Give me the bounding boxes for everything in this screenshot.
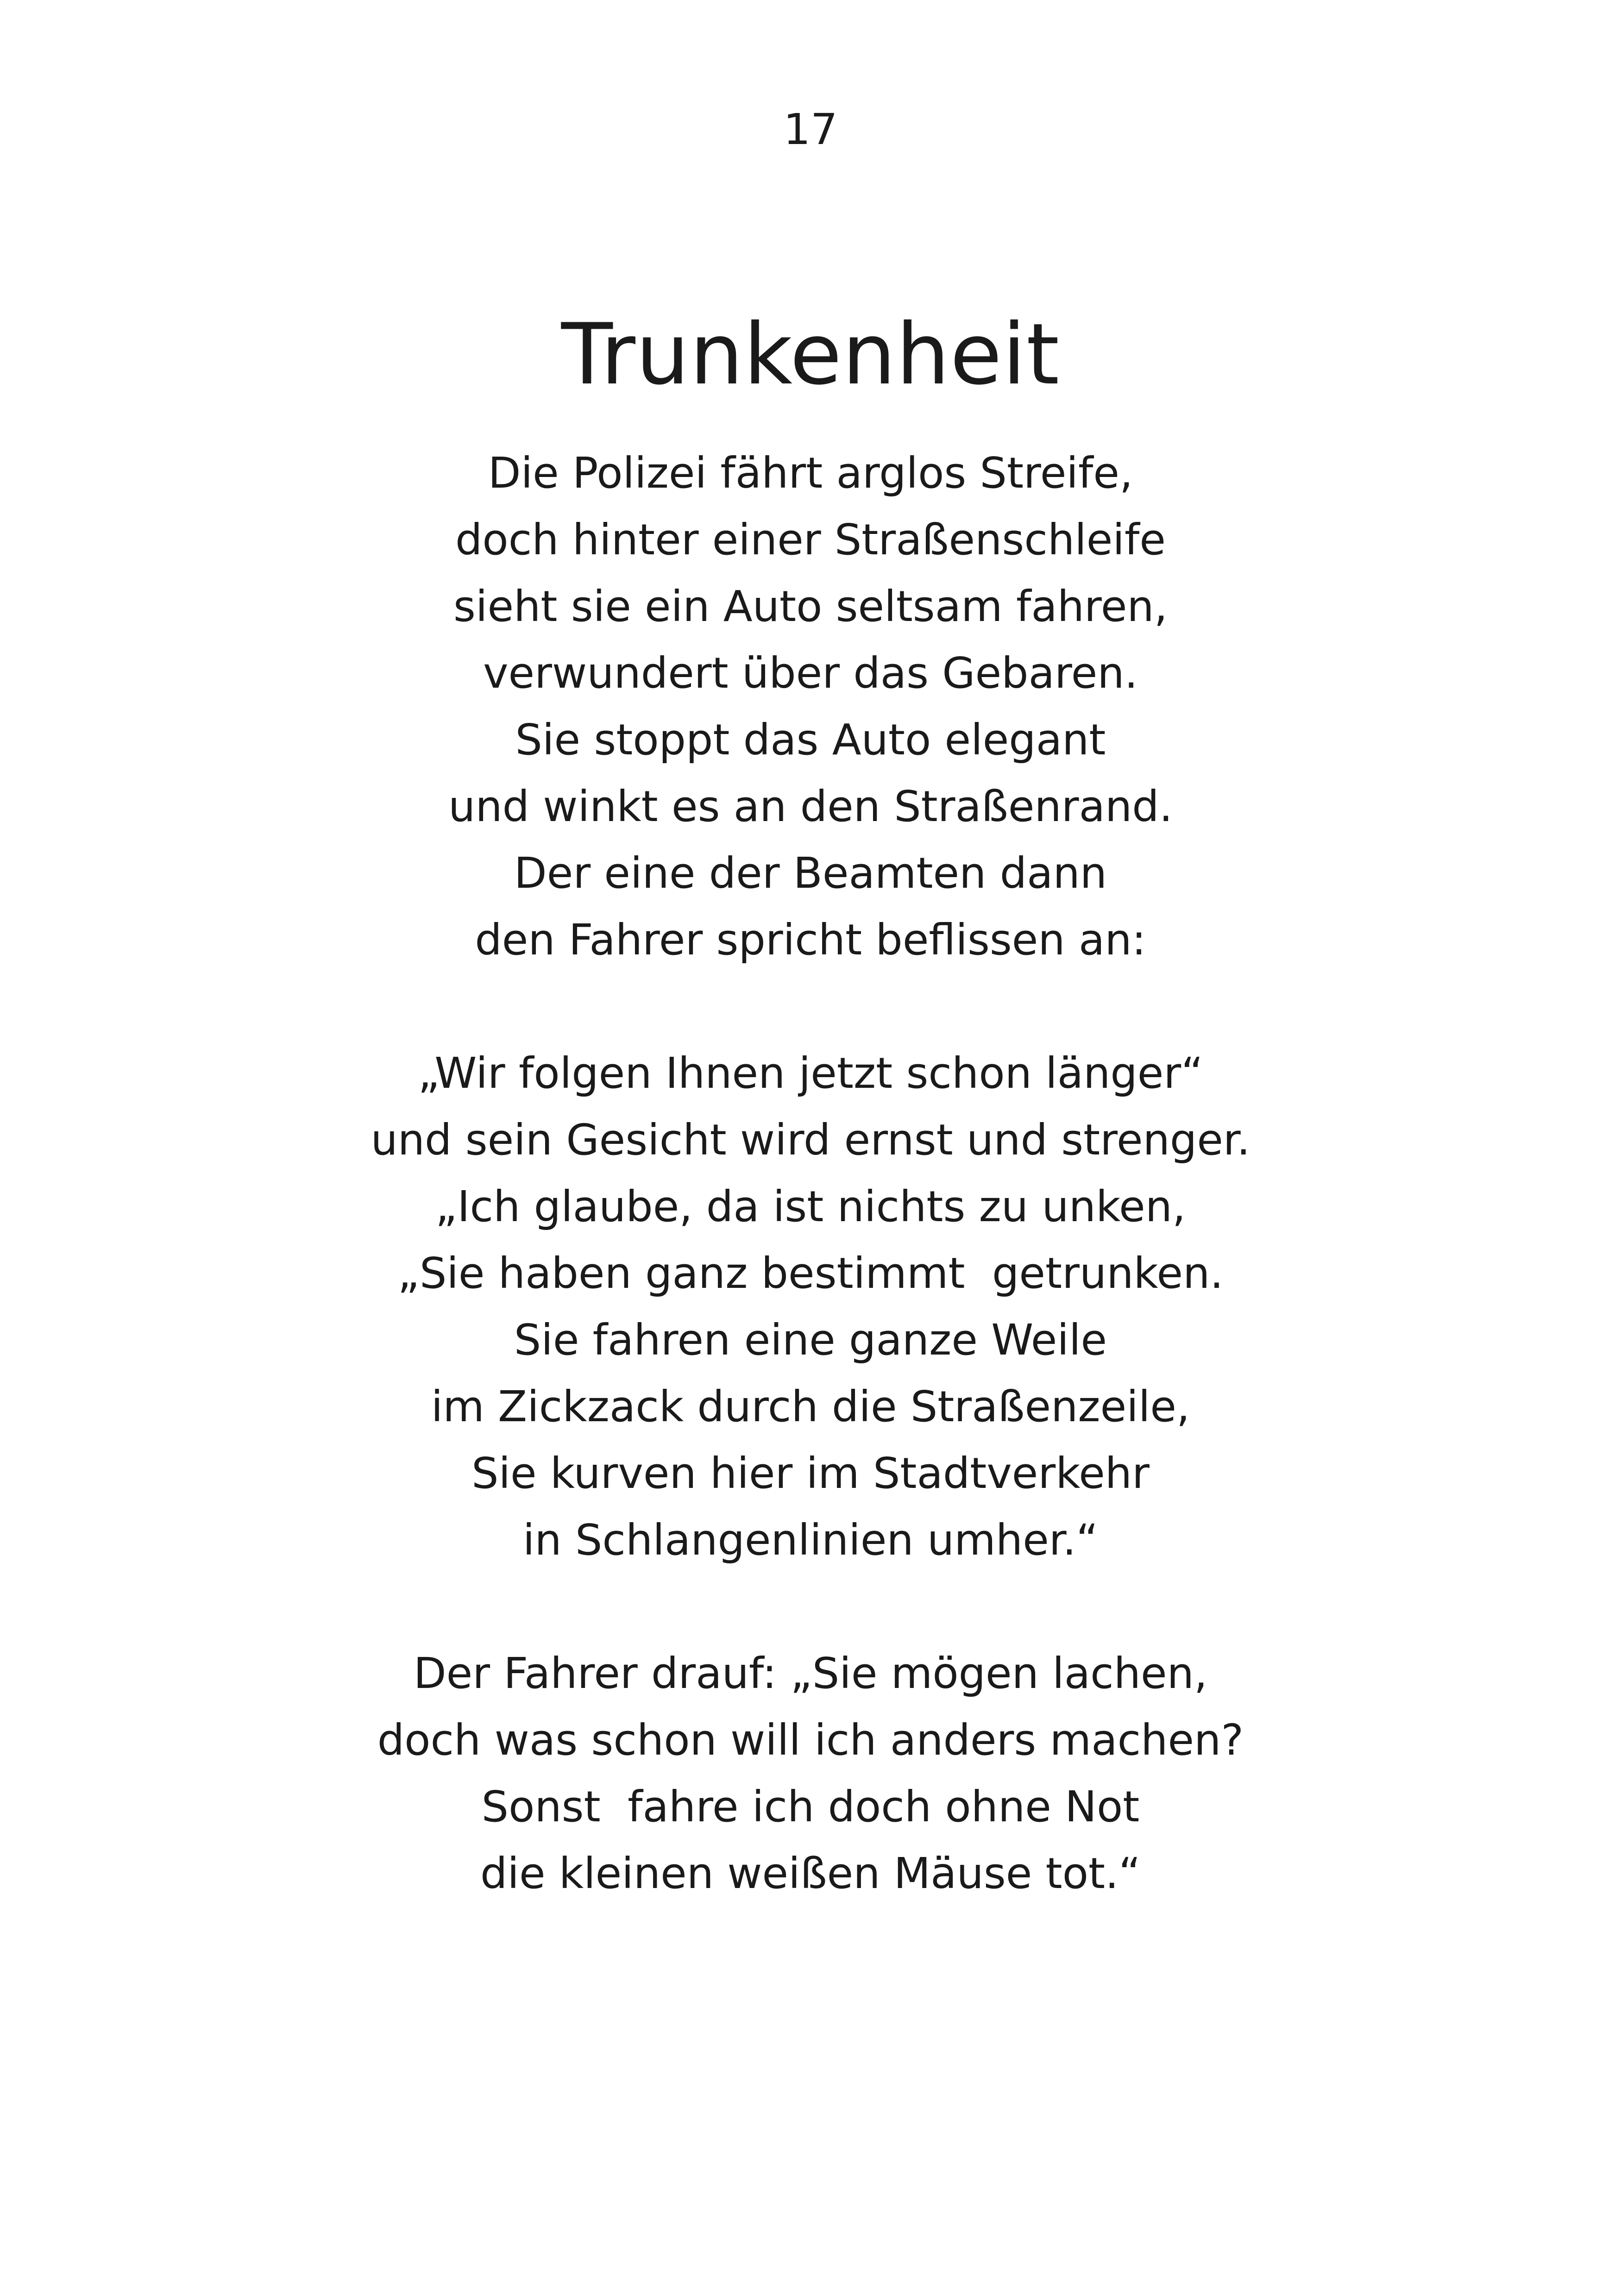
poem-line: Die Polizei fährt arglos Streife, (488, 448, 1133, 498)
poem-line: Sie kurven hier im Stadtverkehr (471, 1449, 1150, 1498)
stanza-2 (0, 1040, 1621, 1574)
poem-line: verwundert über das Gebaren. (483, 648, 1138, 698)
stanza-1 (0, 440, 1621, 973)
stanza-3 (0, 1640, 1621, 1907)
poem-body (0, 440, 1621, 1907)
poem-line: in Schlangenlinien umher.“ (522, 1515, 1099, 1565)
poem-title: Trunkenheit (561, 305, 1060, 403)
poem-line: die kleinen weißen Mäuse tot.“ (480, 1849, 1141, 1898)
poem-line: den Fahrer spricht beflissen an: (475, 915, 1146, 965)
page-number: 17 (783, 105, 838, 154)
poem-line: und winkt es an den Straßenrand. (448, 782, 1173, 831)
poem-line: im Zickzack durch die Straßenzeile, (431, 1382, 1190, 1431)
poem-line: „Ich glaube, da ist nichts zu unken, (435, 1182, 1186, 1231)
poem-line: doch was schon will ich anders machen? (377, 1715, 1244, 1765)
poem-line: Der eine der Beamten dann (514, 848, 1107, 898)
poem-line: Sonst fahre ich doch ohne Not (481, 1782, 1140, 1832)
poem-line: Sie stoppt das Auto elegant (515, 715, 1106, 765)
poem-line: sieht sie ein Auto seltsam fahren, (453, 582, 1168, 631)
poem-line: doch hinter einer Straßenschleife (455, 515, 1166, 565)
poem-line: „Sie haben ganz bestimmt getrunken. (397, 1248, 1224, 1298)
poem-line: und sein Gesicht wird ernst und strenger. (371, 1115, 1250, 1165)
poem-line: „Wir folgen Ihnen jetzt schon länger“ (418, 1048, 1203, 1098)
poem-line: Der Fahrer drauf: „Sie mögen lachen, (413, 1649, 1208, 1698)
poem-line: Sie fahren eine ganze Weile (514, 1315, 1107, 1365)
